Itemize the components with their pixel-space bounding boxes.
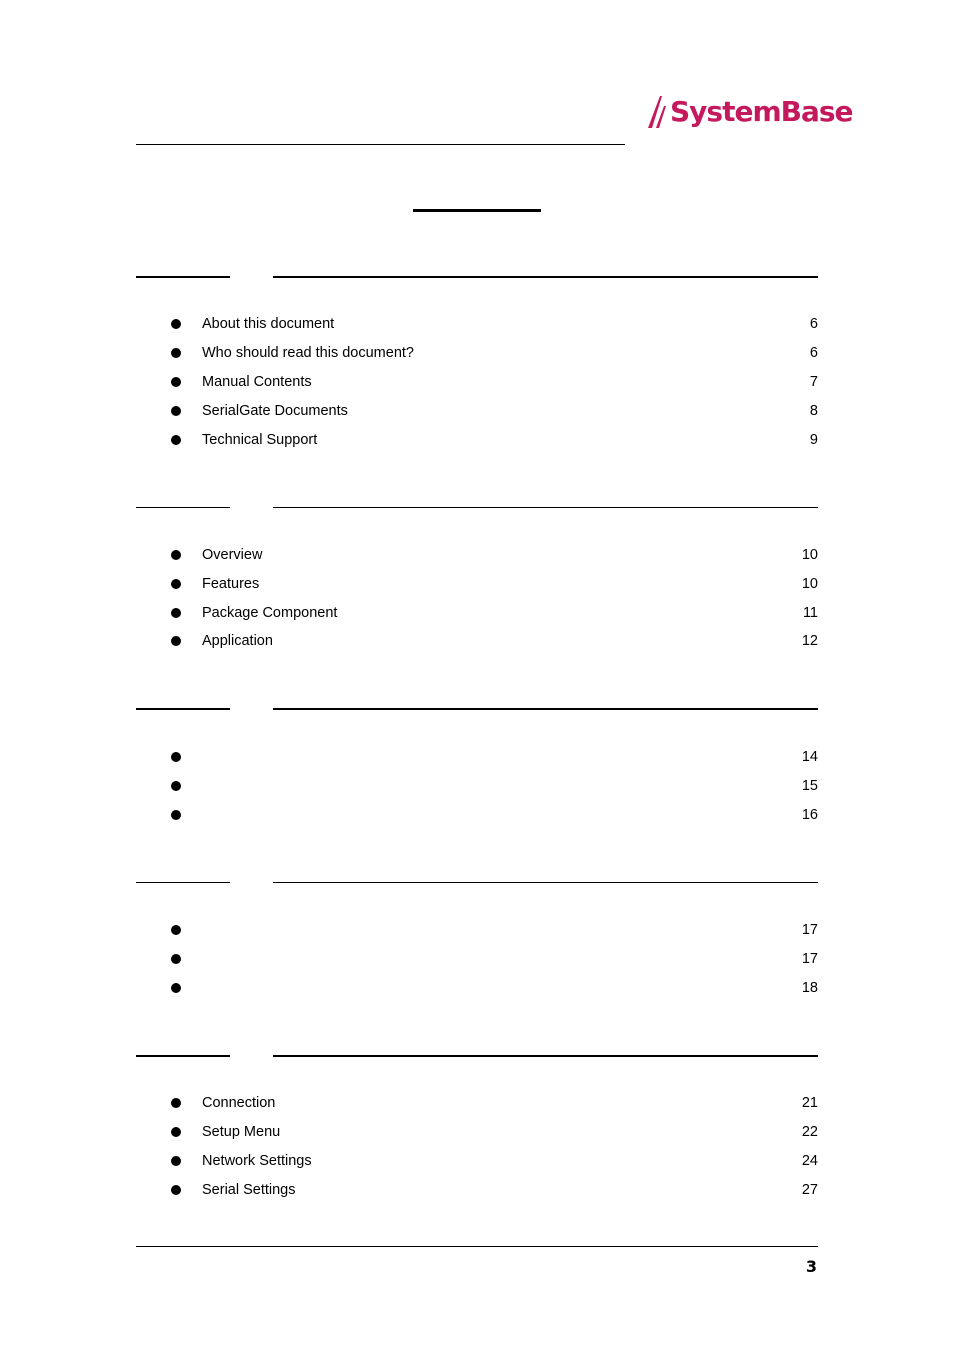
section-rule-right <box>273 507 818 508</box>
toc-item-label: Setup Menu <box>202 1124 281 1140</box>
section-rule-left <box>136 708 230 710</box>
toc-item[interactable] <box>136 314 818 334</box>
toc-item[interactable] <box>136 430 818 450</box>
toc-item-page: 17 <box>801 922 818 938</box>
toc-item-page: 8 <box>809 403 818 419</box>
toc-item-label: About this document <box>202 316 335 332</box>
footer-rule <box>136 1246 818 1247</box>
toc-item-page: 24 <box>801 1153 818 1169</box>
section-rule-left <box>136 507 230 508</box>
bullet-icon <box>171 550 181 560</box>
toc-item-label: Manual Contents <box>202 374 312 390</box>
toc-item-label: Connection <box>202 1095 276 1111</box>
toc-item-page: 15 <box>801 778 818 794</box>
toc-item-label: Overview <box>202 547 263 563</box>
toc-item[interactable] <box>136 603 818 623</box>
toc-item[interactable] <box>136 949 818 969</box>
logo-text: SystemBase <box>670 95 853 128</box>
bullet-icon <box>171 435 181 445</box>
toc-item[interactable] <box>136 574 818 594</box>
toc-item[interactable] <box>136 372 818 392</box>
bullet-icon <box>171 1185 181 1195</box>
toc-item-page: 9 <box>809 432 818 448</box>
section-rule-right <box>273 882 818 883</box>
bullet-icon <box>171 983 181 993</box>
toc-item[interactable] <box>136 805 818 825</box>
toc-item-page: 21 <box>801 1095 818 1111</box>
toc-item-page: 6 <box>809 316 818 332</box>
toc-item-label: Who should read this document? <box>202 345 414 361</box>
toc-item-page: 18 <box>801 980 818 996</box>
bullet-icon <box>171 781 181 791</box>
bullet-icon <box>171 608 181 618</box>
toc-item-page: 11 <box>802 605 818 621</box>
bullet-icon <box>171 377 181 387</box>
bullet-icon <box>171 810 181 820</box>
toc-item-page: 10 <box>801 547 818 563</box>
section-rule-left <box>136 276 230 278</box>
toc-item-label: Network Settings <box>202 1153 312 1169</box>
section-rule-left <box>136 1055 230 1057</box>
toc-item-page: 17 <box>801 951 818 967</box>
toc-item-page: 22 <box>801 1124 818 1140</box>
toc-item[interactable] <box>136 1151 818 1171</box>
toc-item-label: Application <box>202 633 273 649</box>
toc-item-page: 10 <box>801 576 818 592</box>
section-rule-right <box>273 1055 818 1057</box>
toc-item[interactable] <box>136 401 818 421</box>
toc-item[interactable] <box>136 747 818 767</box>
bullet-icon <box>171 1098 181 1108</box>
toc-item[interactable] <box>136 978 818 998</box>
toc-item[interactable] <box>136 920 818 940</box>
bullet-icon <box>171 636 181 646</box>
toc-item[interactable] <box>136 1122 818 1142</box>
toc-item-page: 27 <box>801 1182 818 1198</box>
toc-item[interactable] <box>136 1180 818 1200</box>
toc-item-page: 6 <box>809 345 818 361</box>
section-rule-left <box>136 882 230 883</box>
toc-item-page: 16 <box>801 807 818 823</box>
section-rule-right <box>273 276 818 278</box>
bullet-icon <box>171 406 181 416</box>
systembase-logo <box>646 88 853 132</box>
toc-item[interactable] <box>136 776 818 796</box>
bullet-icon <box>171 752 181 762</box>
toc-item-label: Package Component <box>202 605 338 621</box>
bullet-icon <box>171 348 181 358</box>
toc-item-label: Serial Settings <box>202 1182 296 1198</box>
logo-swoosh-icon <box>646 92 670 132</box>
toc-item-page: 12 <box>801 633 818 649</box>
toc-item-page: 14 <box>801 749 818 765</box>
bullet-icon <box>171 1156 181 1166</box>
toc-item[interactable] <box>136 545 818 565</box>
page-number: 3 <box>805 1257 817 1276</box>
toc-item-page: 7 <box>809 374 818 390</box>
header-rule <box>136 144 625 145</box>
section-rule-right <box>273 708 818 710</box>
toc-item[interactable] <box>136 631 818 651</box>
title-underline <box>413 209 541 212</box>
bullet-icon <box>171 954 181 964</box>
bullet-icon <box>171 579 181 589</box>
toc-item-label: Features <box>202 576 260 592</box>
toc-item[interactable] <box>136 1093 818 1113</box>
toc-item[interactable] <box>136 343 818 363</box>
bullet-icon <box>171 925 181 935</box>
toc-item-label: Technical Support <box>202 432 318 448</box>
bullet-icon <box>171 1127 181 1137</box>
bullet-icon <box>171 319 181 329</box>
toc-item-label: SerialGate Documents <box>202 403 348 419</box>
